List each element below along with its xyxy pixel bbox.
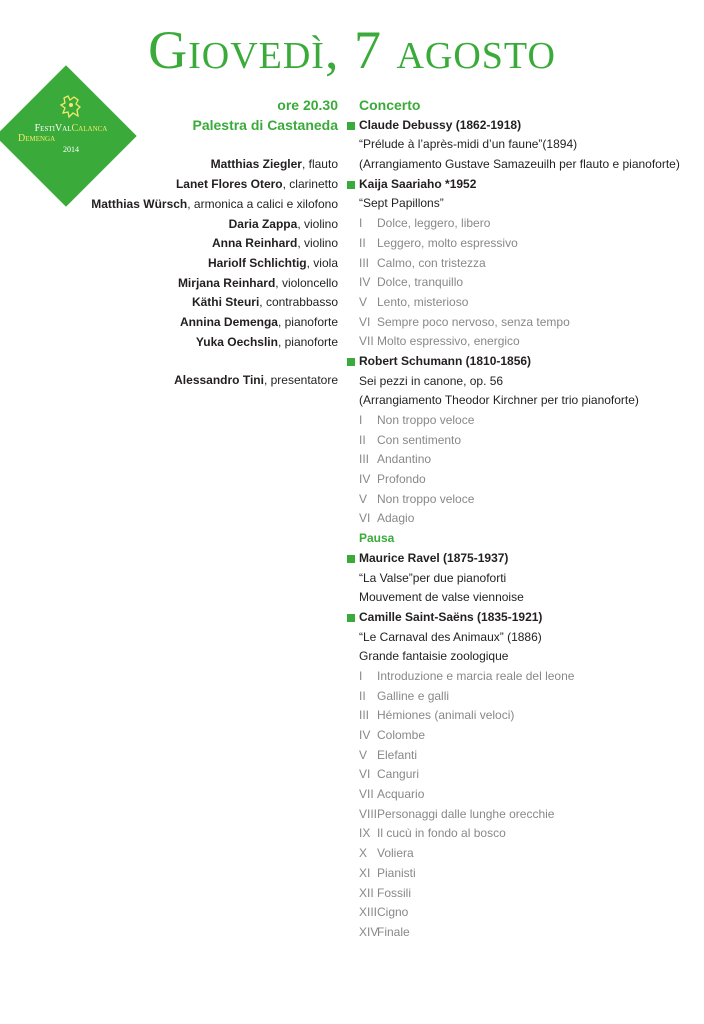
movement-row bbox=[346, 903, 696, 923]
event-time: ore 20.30 bbox=[277, 97, 338, 113]
bullet-square-icon bbox=[347, 614, 355, 622]
performer-role: , pianoforte bbox=[277, 334, 338, 349]
intermission-label bbox=[346, 529, 696, 549]
performer-row bbox=[91, 234, 338, 254]
work-text: “Le Carnaval des Animaux” (1886) bbox=[359, 629, 542, 644]
logo-text-demenga: Demenga bbox=[18, 133, 56, 144]
logo-text-calanca: Calanca bbox=[71, 123, 108, 134]
composer-heading bbox=[346, 116, 696, 136]
work-line bbox=[346, 391, 696, 411]
work-line bbox=[346, 647, 696, 667]
movement-number: XIII bbox=[359, 905, 378, 920]
movement-row bbox=[346, 923, 696, 943]
movement-number: VII bbox=[359, 334, 374, 349]
movement-number: III bbox=[359, 708, 370, 723]
performer-row bbox=[91, 155, 338, 175]
performer-name: Anna Reinhard bbox=[211, 236, 298, 251]
composer-heading bbox=[346, 352, 696, 372]
movement-title: Andantino bbox=[377, 452, 432, 467]
work-text: (Arrangiamento Theodor Kirchner per trio pianoforte) bbox=[359, 393, 639, 408]
composer-heading bbox=[346, 549, 696, 569]
movement-title: Non troppo veloce bbox=[377, 491, 475, 506]
movement-row bbox=[346, 884, 696, 904]
work-text: Grande fantaisie zoologique bbox=[359, 649, 509, 664]
movement-row bbox=[346, 313, 696, 333]
movement-number: IV bbox=[359, 275, 371, 290]
movement-title: Il cucù in fondo al bosco bbox=[377, 826, 506, 841]
movement-row bbox=[346, 726, 696, 746]
movement-row bbox=[346, 273, 696, 293]
work-line bbox=[346, 628, 696, 648]
movement-row bbox=[346, 214, 696, 234]
bullet-square-icon bbox=[347, 181, 355, 189]
movement-number: VI bbox=[359, 767, 371, 782]
performer-row bbox=[91, 293, 338, 313]
performer-role: , pianoforte bbox=[277, 315, 338, 330]
movement-title: Voliera bbox=[377, 846, 414, 861]
presenter-role: , presentatore bbox=[263, 373, 338, 388]
movement-number: X bbox=[359, 846, 368, 861]
movement-number: I bbox=[359, 413, 363, 427]
performer-name: Käthi Steuri bbox=[191, 295, 260, 310]
bullet-square-icon bbox=[347, 358, 355, 366]
performer-role: , viola bbox=[306, 255, 338, 270]
movement-title: Profondo bbox=[377, 472, 426, 487]
movement-title: Finale bbox=[377, 924, 410, 939]
performer-role: , violoncello bbox=[275, 275, 338, 290]
movement-row bbox=[346, 864, 696, 884]
work-line bbox=[346, 569, 696, 589]
movement-title: Acquario bbox=[377, 787, 425, 802]
movement-title: Colombe bbox=[377, 728, 426, 742]
movement-title: Hémiones (animali veloci) bbox=[377, 708, 515, 723]
movement-title: Non troppo veloce bbox=[377, 413, 475, 427]
movement-title: Fossili bbox=[377, 885, 412, 900]
performer-name: Annina Demenga bbox=[179, 315, 278, 330]
performer-role: , violino bbox=[297, 216, 338, 231]
performer-name: Lanet Flores Otero bbox=[175, 177, 283, 192]
movement-number: I bbox=[359, 216, 363, 231]
work-text: “Sept Papillons” bbox=[359, 196, 444, 211]
program-heading: Concerto bbox=[359, 97, 421, 113]
performer-name: Daria Zappa bbox=[228, 216, 298, 231]
work-text: “La Valse”per due pianoforti bbox=[359, 570, 507, 585]
movement-number: IV bbox=[359, 472, 371, 487]
program-list bbox=[346, 116, 696, 943]
performer-role: , armonica a calici e xilofono bbox=[187, 196, 338, 211]
movement-number: II bbox=[359, 235, 366, 250]
movement-number: II bbox=[359, 688, 366, 703]
presenter-name: Alessandro Tini bbox=[174, 373, 264, 388]
composer-name: Kaija Saariaho *1952 bbox=[359, 176, 477, 191]
movement-number: VII bbox=[359, 787, 374, 802]
performer-row bbox=[91, 333, 338, 353]
movement-row bbox=[346, 411, 696, 431]
movement-row bbox=[346, 234, 696, 254]
bullet-square-icon bbox=[347, 555, 355, 563]
performer-role: , contrabbasso bbox=[259, 295, 338, 310]
movement-number: V bbox=[359, 747, 368, 762]
movement-row bbox=[346, 490, 696, 510]
performer-name: Matthias Ziegler bbox=[210, 157, 302, 172]
work-text: Mouvement de valse viennoise bbox=[359, 590, 524, 605]
movement-row bbox=[346, 805, 696, 825]
movement-title: Dolce, tranquillo bbox=[377, 275, 464, 290]
movement-row bbox=[346, 844, 696, 864]
movement-number: III bbox=[359, 452, 370, 467]
movement-title: Adagio bbox=[377, 511, 415, 526]
movement-title: Dolce, leggero, libero bbox=[377, 216, 491, 231]
program-column bbox=[346, 96, 696, 943]
movement-row bbox=[346, 706, 696, 726]
performer-row bbox=[91, 215, 338, 235]
performer-row bbox=[91, 195, 338, 215]
movement-row bbox=[346, 509, 696, 529]
performer-role: , violino bbox=[297, 236, 338, 251]
performers-column bbox=[91, 96, 338, 391]
work-text: (Arrangiamento Gustave Samazeuilh per flauto e pianoforte) bbox=[359, 157, 680, 172]
performer-row bbox=[91, 274, 338, 294]
performer-name: Hariolf Schlichtig bbox=[207, 255, 307, 270]
movement-number: I bbox=[359, 668, 363, 683]
event-venue: Palestra di Castaneda bbox=[192, 116, 338, 133]
work-line bbox=[346, 588, 696, 608]
movement-title: Molto espressivo, energico bbox=[377, 334, 520, 349]
work-line bbox=[346, 155, 696, 175]
composer-name: Claude Debussy (1862-1918) bbox=[359, 117, 522, 132]
work-text: Sei pezzi in canone, op. 56 bbox=[359, 373, 504, 388]
movement-number: VI bbox=[359, 314, 371, 329]
movement-row bbox=[346, 450, 696, 470]
performer-role: , clarinetto bbox=[282, 177, 338, 192]
movement-number: V bbox=[359, 491, 368, 506]
movement-row bbox=[346, 746, 696, 766]
work-line bbox=[346, 194, 696, 214]
performer-row bbox=[91, 313, 338, 333]
work-line bbox=[346, 372, 696, 392]
movement-number: II bbox=[359, 432, 366, 447]
movement-row bbox=[346, 667, 696, 687]
movement-title: Pianisti bbox=[377, 865, 416, 880]
performer-name: Matthias Würsch bbox=[91, 196, 188, 211]
movement-row bbox=[346, 785, 696, 805]
movement-number: XI bbox=[359, 865, 371, 880]
performer-name: Yuka Oechslin bbox=[195, 334, 278, 349]
movement-number: VI bbox=[359, 511, 371, 526]
movement-row bbox=[346, 332, 696, 352]
composer-name: Camille Saint-Saëns (1835-1921) bbox=[359, 609, 543, 624]
pausa-text: Pausa bbox=[359, 531, 395, 546]
movement-title: Cigno bbox=[377, 905, 409, 920]
performer-role: , flauto bbox=[301, 157, 338, 172]
composer-heading bbox=[346, 608, 696, 628]
movement-title: Sempre poco nervoso, senza tempo bbox=[377, 314, 570, 329]
performers-list bbox=[91, 155, 338, 352]
movement-row bbox=[346, 431, 696, 451]
work-line bbox=[346, 135, 696, 155]
movement-number: V bbox=[359, 294, 368, 309]
movement-row bbox=[346, 824, 696, 844]
movement-row bbox=[346, 293, 696, 313]
movement-title: Lento, misterioso bbox=[377, 294, 469, 309]
movement-number: IX bbox=[359, 826, 371, 841]
composer-name: Robert Schumann (1810-1856) bbox=[359, 353, 532, 368]
logo-text-festival: FestiVal bbox=[34, 123, 72, 134]
movement-title: Personaggi dalle lunghe orecchie bbox=[377, 806, 555, 821]
movement-title: Calmo, con tristezza bbox=[377, 255, 486, 270]
movement-number: XIV bbox=[359, 924, 379, 939]
composer-name: Maurice Ravel (1875-1937) bbox=[359, 550, 509, 565]
movement-row bbox=[346, 687, 696, 707]
presenter bbox=[91, 371, 338, 391]
movement-number: IV bbox=[359, 728, 371, 742]
movement-title: Galline e galli bbox=[377, 688, 450, 703]
movement-row bbox=[346, 765, 696, 785]
movement-title: Introduzione e marcia reale del leone bbox=[377, 668, 575, 683]
movement-number: XII bbox=[359, 885, 374, 900]
bullet-square-icon bbox=[347, 122, 355, 130]
performer-row bbox=[91, 175, 338, 195]
performer-row bbox=[91, 254, 338, 274]
movement-title: Con sentimento bbox=[377, 432, 462, 447]
performer-name: Mirjana Reinhard bbox=[177, 275, 276, 290]
movement-title: Canguri bbox=[377, 767, 420, 782]
movement-row bbox=[346, 470, 696, 490]
work-text: “Prélude à l’après-midi d’un faune”(1894) bbox=[359, 137, 578, 152]
logo-text-year: 2014 bbox=[63, 145, 79, 154]
movement-number: VIII bbox=[359, 806, 378, 821]
movement-number: III bbox=[359, 255, 370, 270]
griffin-crest-icon bbox=[58, 94, 84, 120]
composer-heading bbox=[346, 175, 696, 195]
page-title: Giovedì, 7 agosto bbox=[148, 20, 556, 80]
movement-row bbox=[346, 254, 696, 274]
movement-title: Leggero, molto espressivo bbox=[377, 235, 518, 250]
movement-title: Elefanti bbox=[377, 747, 418, 762]
